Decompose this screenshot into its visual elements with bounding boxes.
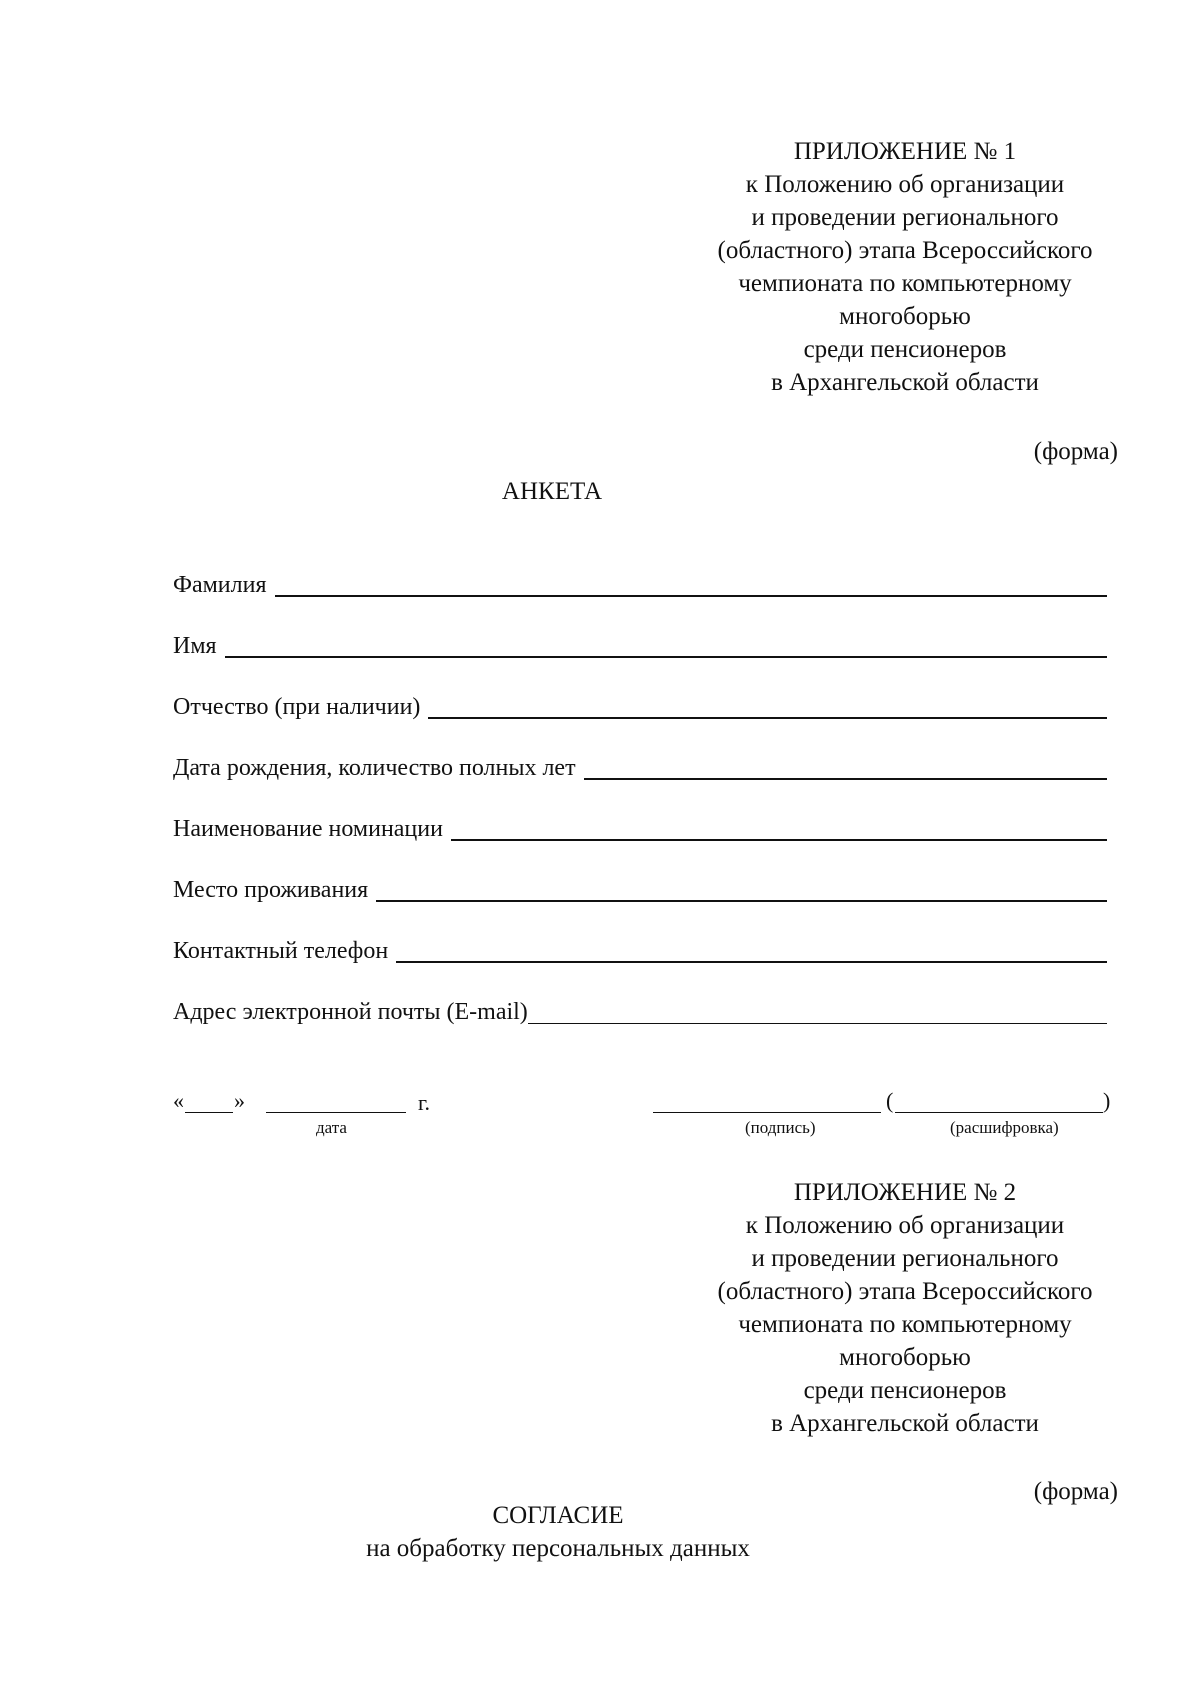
field-email: [173, 995, 1107, 1027]
field-input-line[interactable]: [225, 634, 1107, 658]
field-surname: [173, 568, 1107, 600]
field-nomination: [173, 812, 1107, 844]
field-label: Фамилия: [173, 572, 267, 598]
transcript-line[interactable]: [895, 1112, 1103, 1113]
annex-2-line: многоборью: [839, 1344, 971, 1371]
signature-row: [173, 1080, 1113, 1140]
annex-2-line: и проведении регионального: [751, 1245, 1059, 1272]
quote-close: »: [234, 1088, 245, 1113]
annex-1-title: ПРИЛОЖЕНИЕ № 1: [793, 138, 1017, 165]
paren-close: ): [1103, 1088, 1111, 1113]
month-line[interactable]: [266, 1112, 406, 1113]
annex-2-line: чемпионата по компьютерному: [738, 1311, 1072, 1338]
annex-1-line: многоборью: [839, 303, 971, 330]
field-input-line[interactable]: [428, 695, 1107, 719]
annex-2-line: среди пенсионеров: [803, 1377, 1007, 1404]
field-input-line[interactable]: [275, 573, 1107, 597]
annex-2-line: к Положению об организации: [745, 1212, 1065, 1239]
field-patronymic: [173, 690, 1107, 722]
field-phone: [173, 934, 1107, 966]
year-suffix: г.: [418, 1090, 431, 1115]
transcript-caption: (расшифровка): [950, 1118, 1059, 1137]
annex-2-line: (областного) этапа Всероссийского: [717, 1278, 1093, 1305]
quote-open: «: [173, 1088, 184, 1113]
questionnaire-title: АНКЕТА: [501, 478, 603, 505]
annex-1-line: в Архангельской области: [771, 369, 1039, 396]
field-label: Наименование номинации: [173, 816, 443, 842]
consent-title: СОГЛАСИЕ: [492, 1502, 624, 1529]
field-label: Дата рождения, количество полных лет: [173, 755, 576, 781]
field-label: Имя: [173, 633, 217, 659]
field-label: Адрес электронной почты (E-mail): [173, 999, 528, 1025]
field-residence: [173, 873, 1107, 905]
annex-1-line: среди пенсионеров: [803, 336, 1007, 363]
field-name: [173, 629, 1107, 661]
annex-1-line: и проведении регионального: [751, 204, 1059, 231]
day-line[interactable]: [185, 1112, 233, 1113]
field-input-line[interactable]: [584, 756, 1107, 780]
field-birthdate-age: [173, 751, 1107, 783]
form-note-1: (форма): [1033, 438, 1118, 465]
field-input-line[interactable]: [451, 817, 1107, 841]
annex-2-line: в Архангельской области: [771, 1410, 1039, 1437]
annex-1-line: чемпионата по компьютерному: [738, 270, 1072, 297]
field-label: Место проживания: [173, 877, 369, 903]
annex-2-title: ПРИЛОЖЕНИЕ № 2: [793, 1179, 1017, 1206]
annex-2-header: [675, 1176, 1135, 1440]
field-label: Контактный телефон: [173, 938, 389, 964]
form-note-2: (форма): [1033, 1478, 1118, 1505]
signature-caption: (подпись): [745, 1118, 816, 1137]
consent-subtitle: на обработку персональных данных: [366, 1535, 750, 1562]
paren-open: (: [886, 1088, 894, 1113]
field-label: Отчество (при наличии): [173, 694, 421, 720]
signature-line[interactable]: [653, 1112, 881, 1113]
date-caption: дата: [316, 1118, 347, 1137]
annex-1-header: [675, 135, 1135, 399]
field-input-line[interactable]: [528, 1001, 1107, 1024]
field-input-line[interactable]: [396, 939, 1107, 963]
field-input-line[interactable]: [376, 878, 1107, 902]
annex-1-line: (областного) этапа Всероссийского: [717, 237, 1093, 264]
annex-1-line: к Положению об организации: [745, 171, 1065, 198]
